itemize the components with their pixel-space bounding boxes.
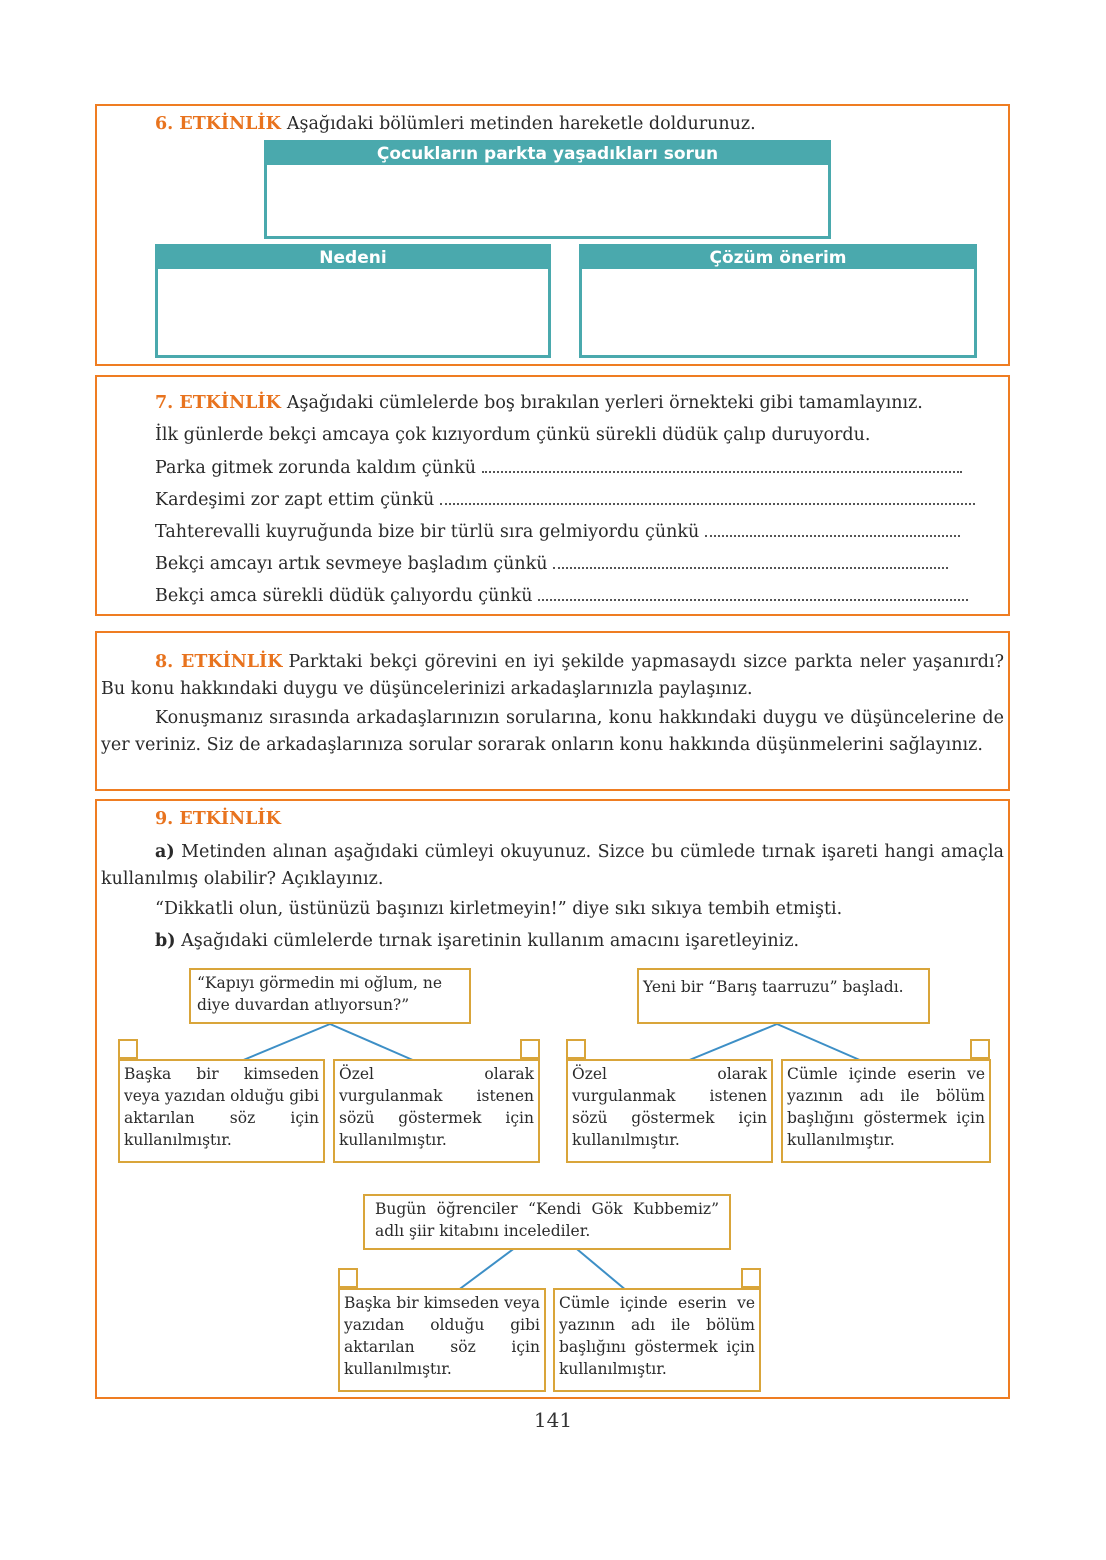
reason-box[interactable] — [155, 244, 551, 358]
problem-box[interactable] — [264, 140, 831, 239]
part-b-label: b) — [155, 931, 176, 951]
tree-3-left-checkbox[interactable] — [338, 1268, 358, 1288]
quoted-sentence: “Dikkatli olun, üstünüzü başınızı kirletmeyin!” diye sıkı sıkıya tembih etmişti. — [155, 899, 843, 919]
part-b-text: Aşağıdaki cümlelerde tırnak işaretinin kullanım amacını işaretleyiniz. — [181, 931, 800, 951]
activity-8-text-1: Parktaki bekçi görevini en iyi şekilde yapmasaydı sizce parkta neler yaşanırdı? Bu konu hakkındaki duygu ve düşüncelerinizi arkadaşlarınızla paylaşınız. — [101, 652, 1004, 699]
tree-1-right-checkbox[interactable] — [520, 1039, 540, 1059]
activity-8-paragraph-2 — [101, 705, 1004, 759]
tree-3-left-option: Başka bir kimseden veya yazıdan olduğu gibi aktarılan söz için kullanılmıştır. — [338, 1288, 546, 1392]
problem-box-title: Çocukların parkta yaşadıkları sorun — [267, 143, 828, 165]
activity-8-section — [95, 631, 1010, 791]
fill-line[interactable] — [155, 553, 948, 574]
solution-box[interactable] — [579, 244, 977, 358]
fill-line[interactable] — [155, 521, 960, 542]
fill-line-prompt: Parka gitmek zorunda kaldım çünkü — [155, 458, 477, 478]
fill-line[interactable] — [155, 585, 968, 606]
page-number: 141 — [533, 1408, 573, 1432]
tree-3-right-option: Cümle içinde eserin ve yazının adı ile bölüm başlığını göstermek için kullanılmıştır. — [553, 1288, 761, 1392]
reason-box-title: Nedeni — [158, 247, 548, 269]
fill-line-prompt: Bekçi amcayı artık sevmeye başladım çünkü — [155, 554, 548, 574]
activity-6-number: 6. ETKİNLİK — [155, 114, 281, 134]
activity-6-section — [95, 104, 1010, 366]
activity-7-instruction: Aşağıdaki cümlelerde boş bırakılan yerleri örnekteki gibi tamamlayınız. — [286, 393, 923, 413]
activity-7-heading — [155, 393, 923, 413]
activity-6-instruction: Aşağıdaki bölümleri metinden hareketle doldurunuz. — [286, 114, 756, 134]
tree-2-sentence: Yeni bir “Barış taarruzu” başladı. — [637, 968, 930, 1024]
fill-line-prompt: Kardeşimi zor zapt ettim çünkü — [155, 490, 435, 510]
solution-box-title: Çözüm önerim — [582, 247, 974, 269]
tree-3-right-checkbox[interactable] — [741, 1268, 761, 1288]
activity-9-section — [95, 799, 1010, 1399]
fill-line[interactable] — [155, 489, 975, 510]
activity-7-section — [95, 375, 1010, 616]
tree-1-left-checkbox[interactable] — [118, 1039, 138, 1059]
fill-line[interactable] — [155, 457, 962, 478]
tree-1-left-option: Başka bir kimseden veya yazıdan olduğu gibi aktarılan söz için kullanılmıştır. — [118, 1059, 325, 1163]
example-sentence: İlk günlerde bekçi amcaya çok kızıyordum çünkü sürekli düdük çalıp duruyordu. — [155, 425, 871, 445]
tree-1-sentence: “Kapıyı görmedin mi oğlum, ne diye duvardan atlıyorsun?” — [189, 968, 471, 1024]
activity-8-text-2: Konuşmanız sırasında arkadaşlarınızın sorularına, konu hakkındaki duygu ve düşüncelerine de yer veriniz. Siz de arkadaşlarınıza sorular sorarak onların konu hakkında düşünmelerini sağlayınız. — [101, 708, 1004, 755]
part-a-text: Metinden alınan aşağıdaki cümleyi okuyunuz. Sizce bu cümlede tırnak işareti hangi amaçla kullanılmış olabilir? Açıklayınız. — [101, 842, 1004, 889]
activity-9-number: 9. ETKİNLİK — [155, 809, 281, 829]
tree-2-left-option: Özel olarak vurgulanmak istenen sözü göstermek için kullanılmıştır. — [566, 1059, 773, 1163]
tree-3-sentence: Bugün öğrenciler “Kendi Gök Kubbemiz” adlı şiir kitabını incelediler. — [363, 1194, 731, 1250]
tree-1-right-option: Özel olarak vurgulanmak istenen sözü göstermek için kullanılmıştır. — [333, 1059, 540, 1163]
fill-line-prompt: Bekçi amca sürekli düdük çalıyordu çünkü — [155, 586, 533, 606]
tree-2-right-option: Cümle içinde eserin ve yazının adı ile bölüm başlığını göstermek için kullanılmıştır. — [781, 1059, 991, 1163]
activity-7-number: 7. ETKİNLİK — [155, 393, 281, 413]
activity-8-paragraph-1 — [101, 649, 1004, 703]
tree-2-left-checkbox[interactable] — [566, 1039, 586, 1059]
activity-8-number: 8. ETKİNLİK — [155, 652, 283, 672]
tree-2-right-checkbox[interactable] — [970, 1039, 990, 1059]
part-a-label: a) — [155, 842, 175, 862]
activity-6-heading — [155, 114, 756, 134]
fill-line-prompt: Tahterevalli kuyruğunda bize bir türlü sıra gelmiyordu çünkü — [155, 522, 700, 542]
